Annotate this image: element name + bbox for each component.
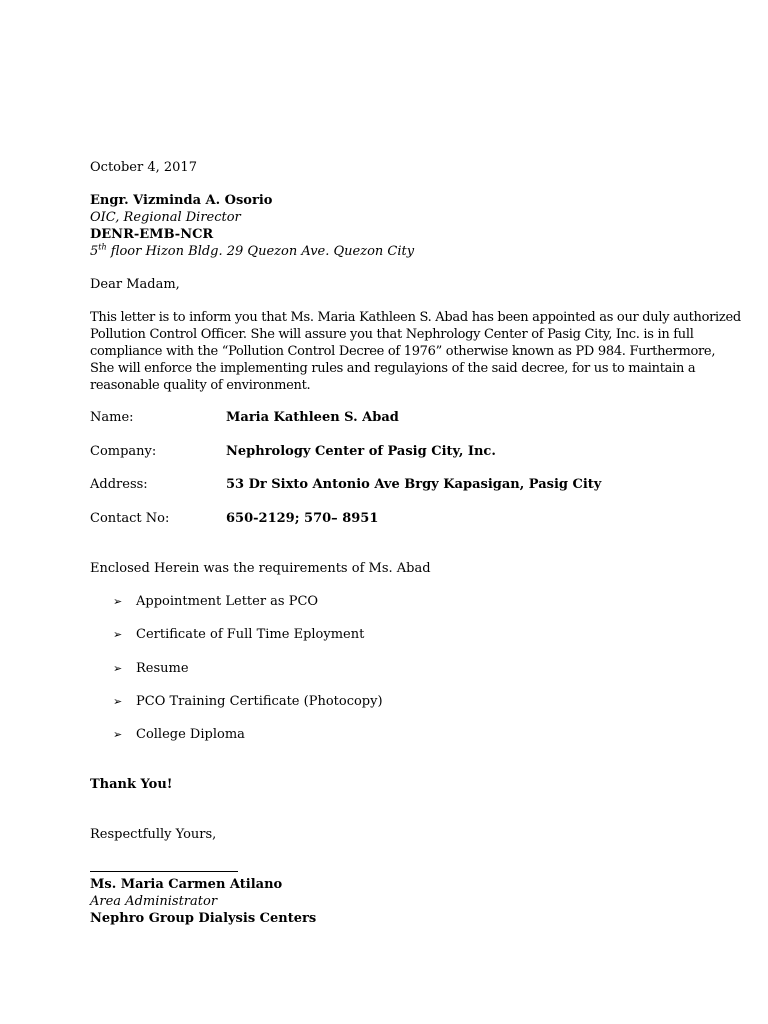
recipient-address-rest: floor Hizon Bldg. 29 Quezon Ave. Quezon City	[106, 244, 415, 259]
requirement-item: Certificate of Full Time Eployment	[136, 627, 365, 642]
arrow-bullet-icon: ➢	[113, 595, 123, 608]
letter-body	[90, 309, 741, 394]
field-value-company: Nephrology Center of Pasig City, Inc.	[226, 444, 496, 459]
salutation: Dear Madam,	[90, 277, 180, 292]
arrow-bullet-icon: ➢	[113, 662, 123, 675]
requirement-item: PCO Training Certificate (Photocopy)	[136, 694, 383, 709]
body-line: reasonable quality of environment.	[90, 378, 311, 393]
body-line: Pollution Control Officer. She will assure you that Nephrology Center of Pasig City, Inc. is in full	[90, 327, 694, 342]
recipient-address-floor-num: 5	[90, 244, 99, 259]
body-line: compliance with the “Pollution Control Decree of 1976” otherwise known as PD 984. Furthermore,	[90, 344, 716, 359]
body-line: This letter is to inform you that Ms. Maria Kathleen S. Abad has been appointed as our duly authorized	[90, 310, 741, 325]
field-value-address: 53 Dr Sixto Antonio Ave Brgy Kapasigan, Pasig City	[226, 477, 602, 492]
letter-date: October 4, 2017	[90, 160, 197, 175]
signatory-title: Area Administrator	[90, 894, 218, 909]
arrow-bullet-icon: ➢	[113, 628, 123, 641]
field-label-company: Company:	[90, 444, 157, 459]
requirement-item: Resume	[136, 661, 189, 676]
recipient-title: OIC, Regional Director	[90, 210, 241, 225]
arrow-bullet-icon: ➢	[113, 695, 123, 708]
recipient-address-floor-sup: th	[98, 242, 107, 252]
signatory-name: Ms. Maria Carmen Atilano	[90, 877, 283, 892]
field-value-contact: 650-2129; 570– 8951	[226, 511, 379, 526]
thanks-line: Thank You!	[90, 777, 173, 792]
requirement-item: Appointment Letter as PCO	[136, 594, 319, 609]
signatory-organization: Nephro Group Dialysis Centers	[90, 911, 317, 926]
field-label-name: Name:	[90, 410, 134, 425]
signature-line	[90, 871, 238, 872]
recipient-name: Engr. Vizminda A. Osorio	[90, 193, 273, 208]
body-line: She will enforce the implementing rules and regulayions of the said decree, for us to maintain a	[90, 361, 696, 376]
field-value-name: Maria Kathleen S. Abad	[226, 410, 399, 425]
closing-line: Respectfully Yours,	[90, 827, 217, 842]
enclosure-intro: Enclosed Herein was the requirements of Ms. Abad	[90, 561, 431, 576]
field-label-address: Address:	[90, 477, 148, 492]
arrow-bullet-icon: ➢	[113, 728, 123, 741]
requirement-item: College Diploma	[136, 727, 245, 742]
recipient-address	[90, 244, 414, 260]
field-label-contact: Contact No:	[90, 511, 170, 526]
recipient-office: DENR-EMB-NCR	[90, 227, 214, 242]
